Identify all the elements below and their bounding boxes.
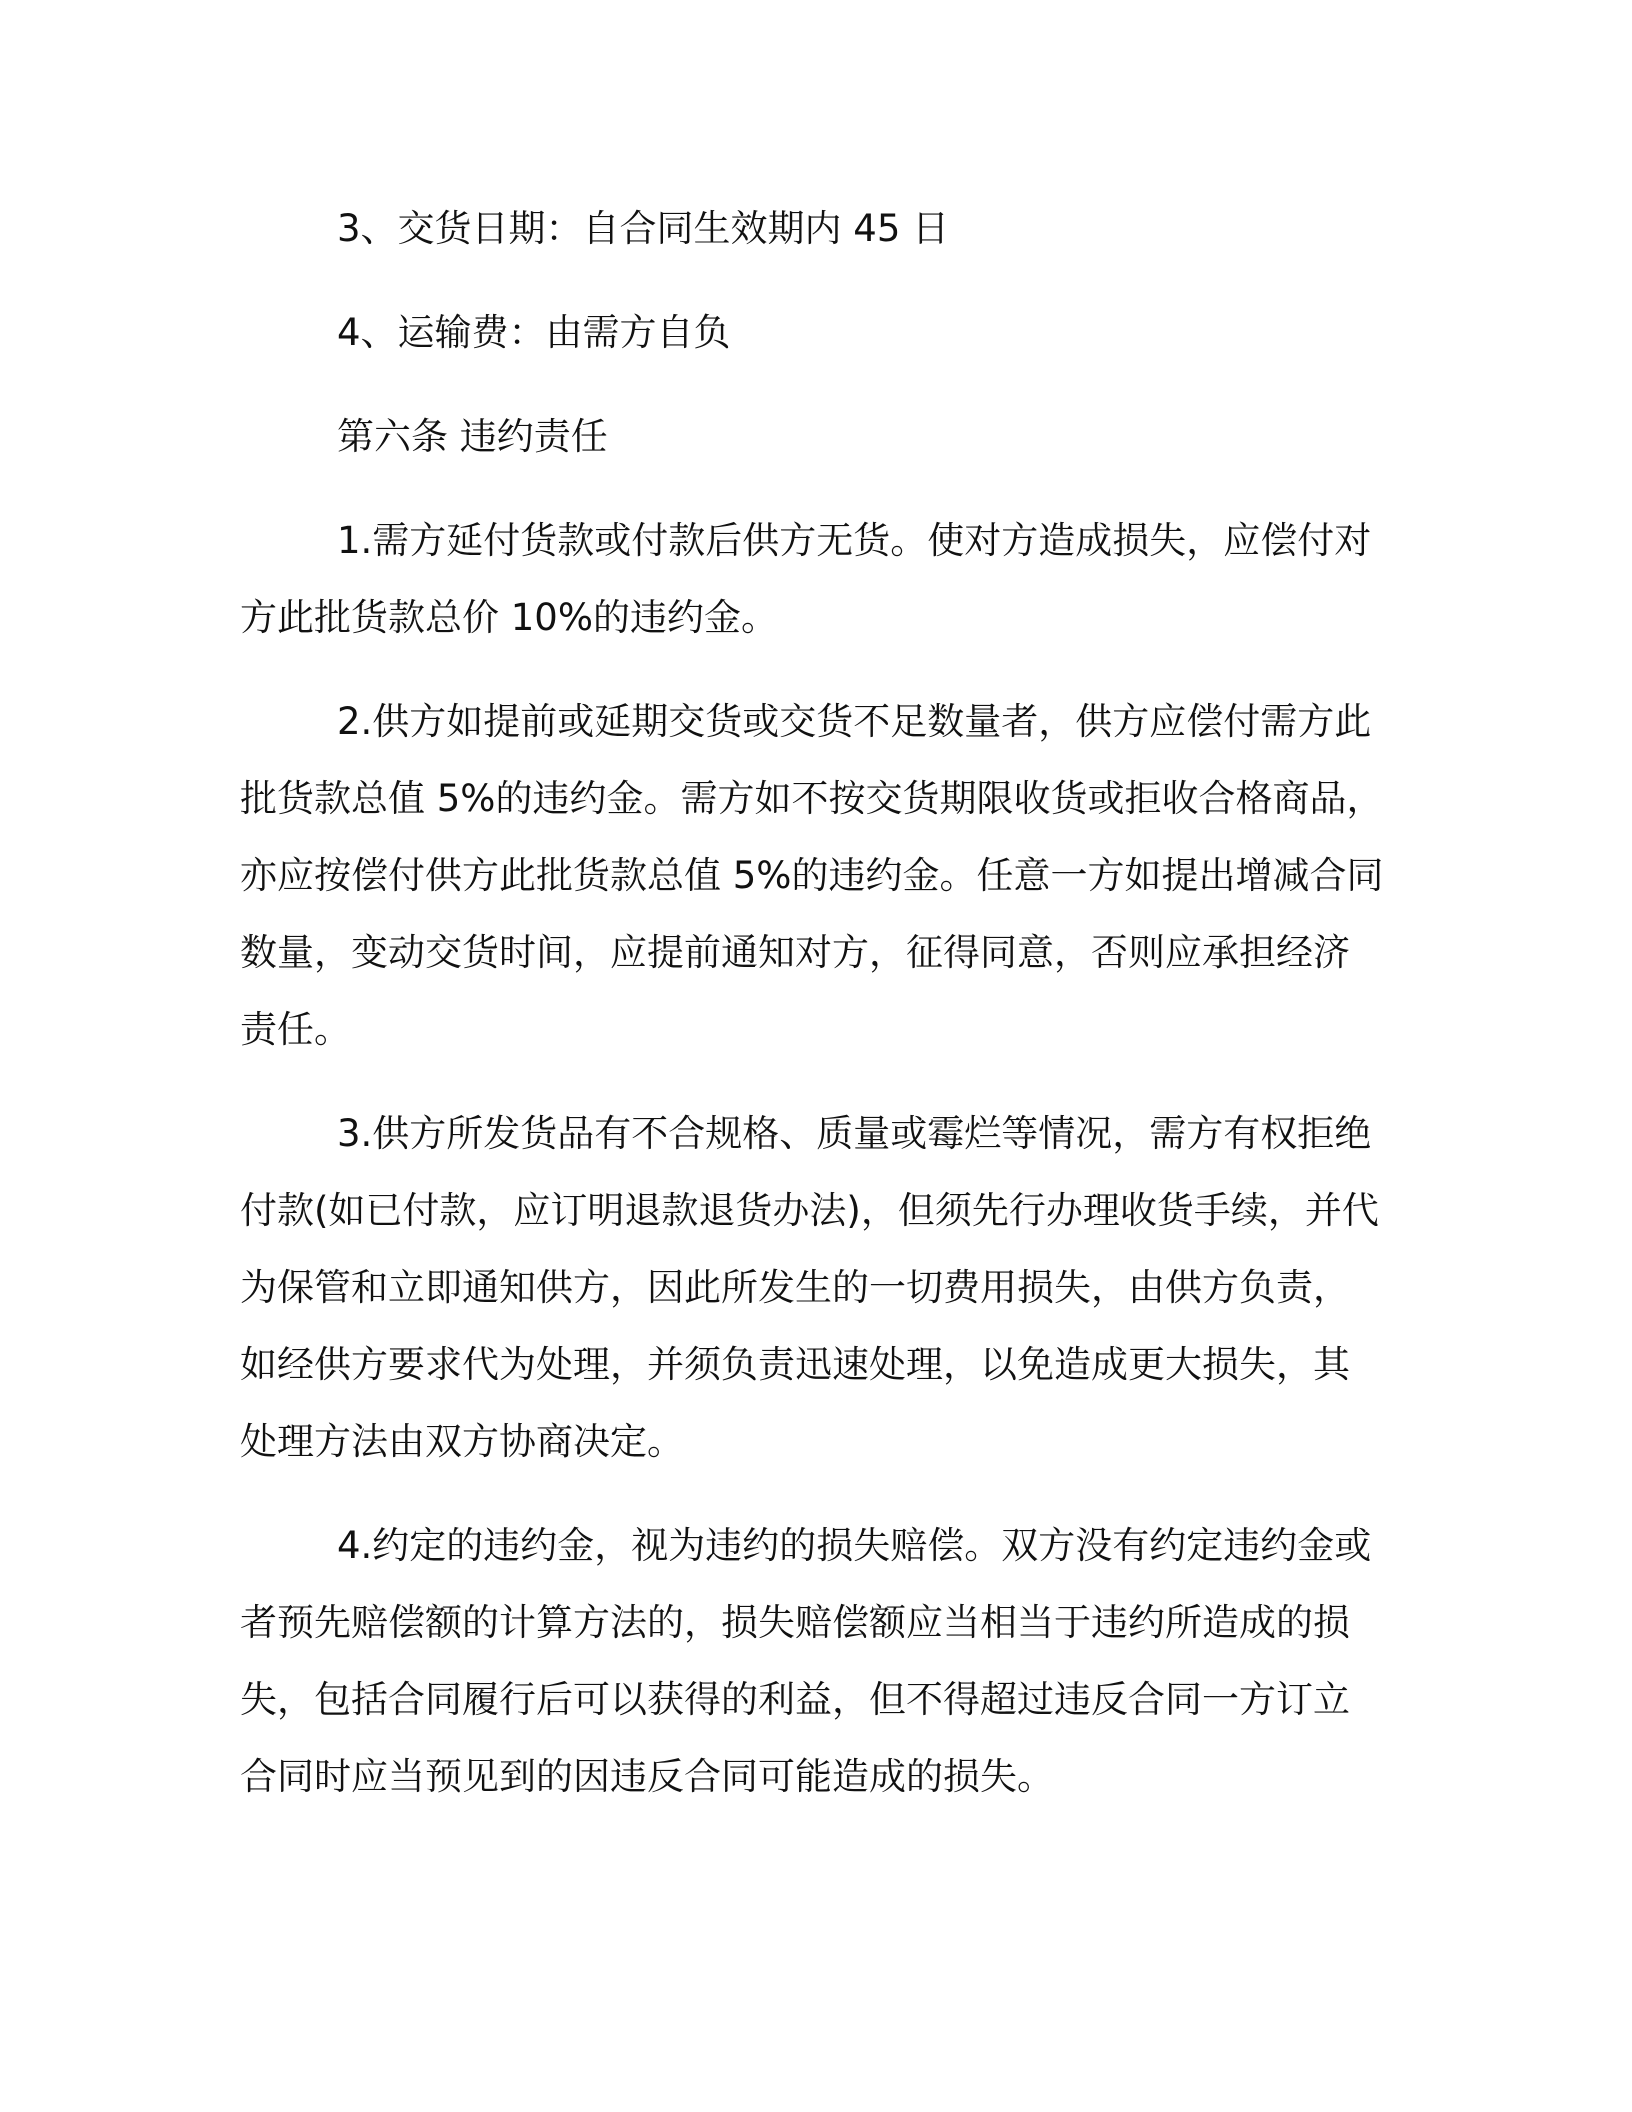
breach-clause-4	[240, 1507, 1380, 1815]
paragraph-line: 责任。	[240, 1008, 351, 1051]
paragraph-line: 4.约定的违约金，视为违约的损失赔偿。双方没有约定违约金或	[337, 1524, 1372, 1567]
paragraph-line: 合同时应当预见到的因违反合同可能造成的损失。	[240, 1755, 1054, 1798]
section-heading: 第六条 违约责任	[337, 415, 608, 458]
paragraph-line: 失，包括合同履行后可以获得的利益，但不得超过违反合同一方订立	[240, 1678, 1350, 1721]
transport-fee-item: 4、运输费：由需方自负	[337, 311, 731, 354]
paragraph-line: 付款(如已付款，应订明退款退货办法)，但须先行办理收货手续，并代	[240, 1189, 1379, 1232]
paragraph-line: 1.需方延付货款或付款后供方无货。使对方造成损失，应偿付对	[337, 519, 1372, 562]
paragraph-line: 2.供方如提前或延期交货或交货不足数量者，供方应偿付需方此	[337, 700, 1372, 743]
paragraph-line: 数量，变动交货时间，应提前通知对方，征得同意，否则应承担经济	[240, 931, 1350, 974]
paragraph-line: 批货款总值 5%的违约金。需方如不按交货期限收货或拒收合格商品，	[240, 777, 1384, 820]
paragraph-line: 者预先赔偿额的计算方法的，损失赔偿额应当相当于违约所造成的损	[240, 1601, 1350, 1644]
paragraph-line: 如经供方要求代为处理，并须负责迅速处理，以免造成更大损失，其	[240, 1343, 1350, 1386]
paragraph-line: 亦应按偿付供方此批货款总值 5%的违约金。任意一方如提出增减合同	[240, 854, 1384, 897]
breach-clause-3	[240, 1095, 1380, 1480]
paragraph-line: 方此批货款总价 10%的违约金。	[240, 596, 778, 639]
breach-clause-2	[240, 683, 1384, 1068]
paragraph-line: 3.供方所发货品有不合规格、质量或霉烂等情况，需方有权拒绝	[337, 1112, 1372, 1155]
document-body	[240, 190, 1384, 1842]
paragraph-line: 为保管和立即通知供方，因此所发生的一切费用损失，由供方负责，	[240, 1266, 1350, 1309]
breach-clause-1	[240, 502, 1380, 656]
paragraph-line: 处理方法由双方协商决定。	[240, 1420, 684, 1463]
delivery-date-item: 3、交货日期：自合同生效期内 45 日	[337, 207, 950, 250]
